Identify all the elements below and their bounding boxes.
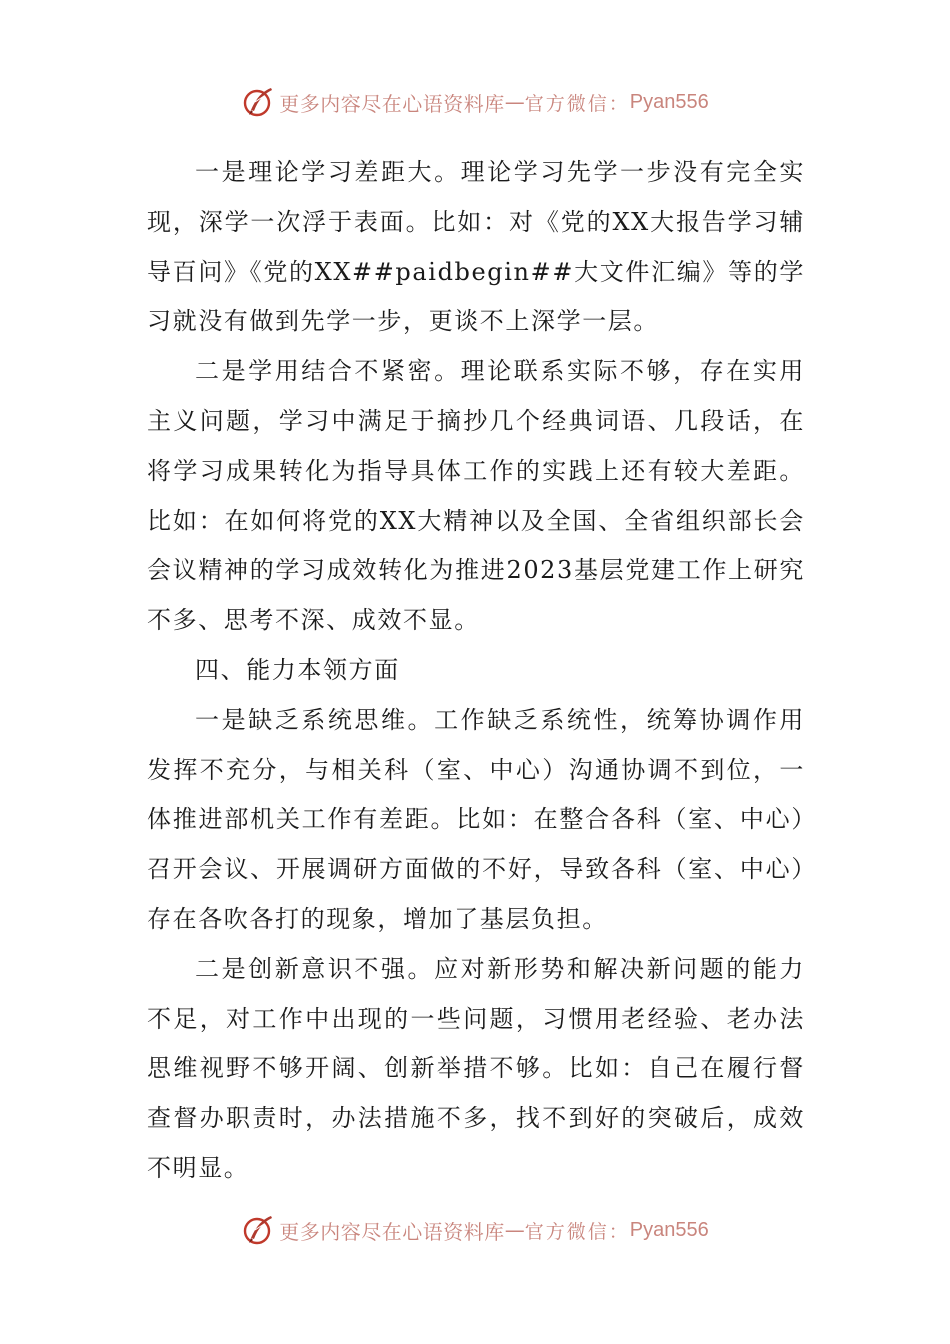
paragraph-innovation-awareness: 二是创新意识不强。应对新形势和解决新问题的能力不足，对工作中出现的一些问题，习惯用老经验、老办法思维视野不够开阔、创新举措不够。比如：自己在履行督查督办职责时，办法措施不多，找不到好的突破后，成效不明显。 [147, 954, 805, 1182]
paragraph-systems-thinking: 一是缺乏系统思维。工作缺乏系统性，统筹协调作用发挥不充分，与相关科（室、中心）沟通协调不到位，一体推进部机关工作有差距。比如：在整合各科（室、中心）召开会议、开展调研方面做的不好，导致各科（室、中心）存在各吹各打的现象，增加了基层负担。 [147, 705, 805, 933]
quill-pen-logo-icon [241, 85, 275, 119]
footer-watermark-banner [0, 1208, 950, 1252]
header-watermark-banner [0, 80, 950, 124]
paragraph-theory-study-gap: 一是理论学习差距大。理论学习先学一步没有完全实现，深学一次浮于表面。比如：对《党的XX大报告学习辅导百问》《党的XX##paidbegin##大文件汇编》等的学习就没有做到先学一步，更谈不上深学一层。 [147, 158, 805, 336]
quill-pen-logo-icon [241, 1213, 275, 1247]
footer-wechat-id: Pyan556 [629, 1218, 709, 1241]
footer-wechat-label: 官方微信： [524, 1220, 630, 1243]
header-separator: — [504, 90, 525, 114]
document-body [147, 148, 805, 1194]
footer-separator: — [504, 1218, 525, 1242]
paragraph-study-application: 二是学用结合不紧密。理论联系实际不够，存在实用主义问题，学习中满足于摘抄几个经典词语、几段话，在将学习成果转化为指导具体工作的实践上还有较大差距。比如：在如何将党的XX大精神以及全国、全省组织部长会会议精神的学习成效转化为推进2023基层党建工作上研究不多、思考不深、成效不显。 [147, 357, 805, 635]
header-wechat-id: Pyan556 [629, 90, 709, 113]
section-heading-ability: 四、能力本领方面 [195, 655, 400, 684]
footer-slogan: 更多内容尽在心语资料库 [279, 1219, 505, 1244]
header-wechat-label: 官方微信： [524, 92, 630, 115]
header-slogan: 更多内容尽在心语资料库 [279, 91, 505, 116]
